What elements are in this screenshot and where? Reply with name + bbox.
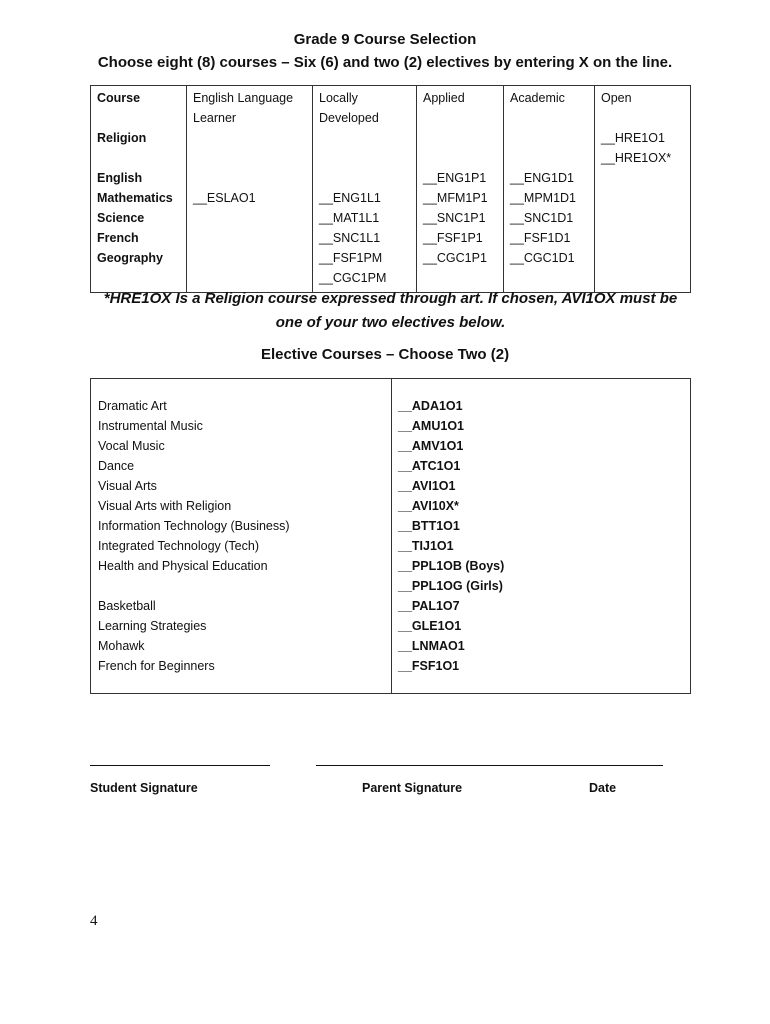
religion-note-line: *HRE1OX Is a Religion course expressed through art. If chosen, AVI1OX must be [103,290,678,307]
elective-course-name: Dance [98,459,135,473]
elective-course-name: Health and Physical Education [98,559,268,573]
course-code-entry[interactable]: __FSF1PM [319,251,383,265]
course-selection-table [90,85,691,293]
course-cell-text [510,128,588,148]
elective-code-entry[interactable]: __AVI10X* [398,499,459,513]
elective-course-name: Mohawk [98,639,145,653]
course-cell-text [97,108,180,128]
course-cell-text: Science [97,211,145,225]
elective-course-name [98,576,383,596]
course-cell-text: Course [97,91,141,105]
parent-signature-label: Parent Signature [362,781,463,795]
course-code-entry[interactable]: __ENG1D1 [510,171,574,185]
elective-code-entry[interactable]: __BTT1O1 [398,519,460,533]
elective-course-name: Integrated Technology (Tech) [98,539,259,553]
religion-note [90,287,691,335]
course-cell-text: English [97,171,143,185]
course-code-entry[interactable]: __FSF1P1 [423,231,483,245]
course-cell-text [193,128,306,148]
course-code-entry[interactable]: __CGC1D1 [510,251,575,265]
course-column [91,86,187,293]
english-language-learner-column [187,86,313,293]
course-cell-text [423,108,497,128]
course-cell-text: English Language [193,91,294,105]
elective-course-name: Visual Arts with Religion [98,499,232,513]
course-code-entry[interactable]: __CGC1PM [319,271,387,285]
course-cell-text: Mathematics [97,191,173,205]
course-cell-text [319,128,410,148]
course-cell-text [423,148,497,168]
elective-code-entry[interactable]: __PPL1OB (Boys) [398,559,505,573]
course-code-entry[interactable]: __SNC1L1 [319,231,381,245]
student-signature-label: Student Signature [90,781,198,795]
course-code-entry[interactable]: __ESLAO1 [193,191,256,205]
locally-developed-column [313,86,417,293]
elective-code-entry[interactable]: __ADA1O1 [398,399,463,413]
elective-code-entry[interactable]: __AMU1O1 [398,419,464,433]
elective-codes-column [398,396,678,676]
elective-heading: Elective Courses – Choose Two (2) [260,346,510,363]
elective-code-entry[interactable]: __TIJ1O1 [398,539,454,553]
elective-code-entry[interactable]: __GLE1O1 [398,619,462,633]
elective-code-entry[interactable]: __AVI1O1 [398,479,456,493]
course-code-entry[interactable]: __SNC1P1 [423,211,486,225]
course-code-entry[interactable]: __FSF1D1 [510,231,571,245]
column-divider [391,379,392,693]
elective-course-name: Information Technology (Business) [98,519,290,533]
elective-code-entry[interactable]: __PAL1O7 [398,599,460,613]
course-code-entry[interactable]: __MFM1P1 [423,191,488,205]
course-cell-text: Academic [510,91,565,105]
page-number: 4 [90,913,98,929]
elective-code-entry[interactable]: __PPL1OG (Girls) [398,579,503,593]
open-column [595,86,691,293]
applied-column [417,86,504,293]
elective-course-name: Vocal Music [98,439,165,453]
course-cell-text [423,128,497,148]
course-code-entry[interactable]: __HRE1O1 [601,131,665,145]
date-label: Date [589,781,617,795]
elective-course-name: Basketball [98,599,156,613]
elective-code-entry[interactable]: __LNMAO1 [398,639,465,653]
course-cell-text: Open [601,91,632,105]
elective-course-name: Visual Arts [98,479,157,493]
elective-code-entry[interactable]: __FSF1O1 [398,659,460,673]
course-code-entry[interactable]: __MAT1L1 [319,211,380,225]
elective-course-name: Instrumental Music [98,419,203,433]
course-cell-text: Learner [193,111,237,125]
course-code-entry[interactable]: __CGC1P1 [423,251,487,265]
course-code-entry[interactable]: __SNC1D1 [510,211,574,225]
instructions: Choose eight (8) courses – Six (6) and two (2) electives by entering X on the line. [97,54,673,71]
course-cell-text: Geography [97,251,163,265]
course-cell-text: Developed [319,111,379,125]
course-cell-text [97,148,180,168]
course-cell-text: Locally [319,91,358,105]
course-cell-text [193,148,306,168]
course-cell-text: Religion [97,131,147,145]
elective-names-column [98,396,383,676]
elective-course-name: French for Beginners [98,659,215,673]
course-cell-text [193,168,306,188]
course-cell-text [510,148,588,168]
course-cell-text [319,168,410,188]
elective-course-name: Dramatic Art [98,399,167,413]
elective-code-entry[interactable]: __ATC1O1 [398,459,461,473]
course-cell-text: Applied [423,91,465,105]
page-title: Grade 9 Course Selection [293,31,477,48]
course-code-entry[interactable]: __ENG1L1 [319,191,381,205]
course-code-entry[interactable]: __HRE1OX* [601,151,672,165]
religion-note-line: one of your two electives below. [275,314,506,331]
course-cell-text [319,148,410,168]
parent-signature-date-line[interactable] [316,765,663,766]
elective-courses-box [90,378,691,694]
academic-column [504,86,595,293]
elective-course-name: Learning Strategies [98,619,207,633]
elective-code-entry[interactable]: __AMV1O1 [398,439,464,453]
course-cell-text [510,108,588,128]
student-signature-line[interactable] [90,765,270,766]
course-code-entry[interactable]: __ENG1P1 [423,171,487,185]
course-cell-text [601,108,684,128]
course-cell-text: French [97,231,139,245]
course-code-entry[interactable]: __MPM1D1 [510,191,576,205]
